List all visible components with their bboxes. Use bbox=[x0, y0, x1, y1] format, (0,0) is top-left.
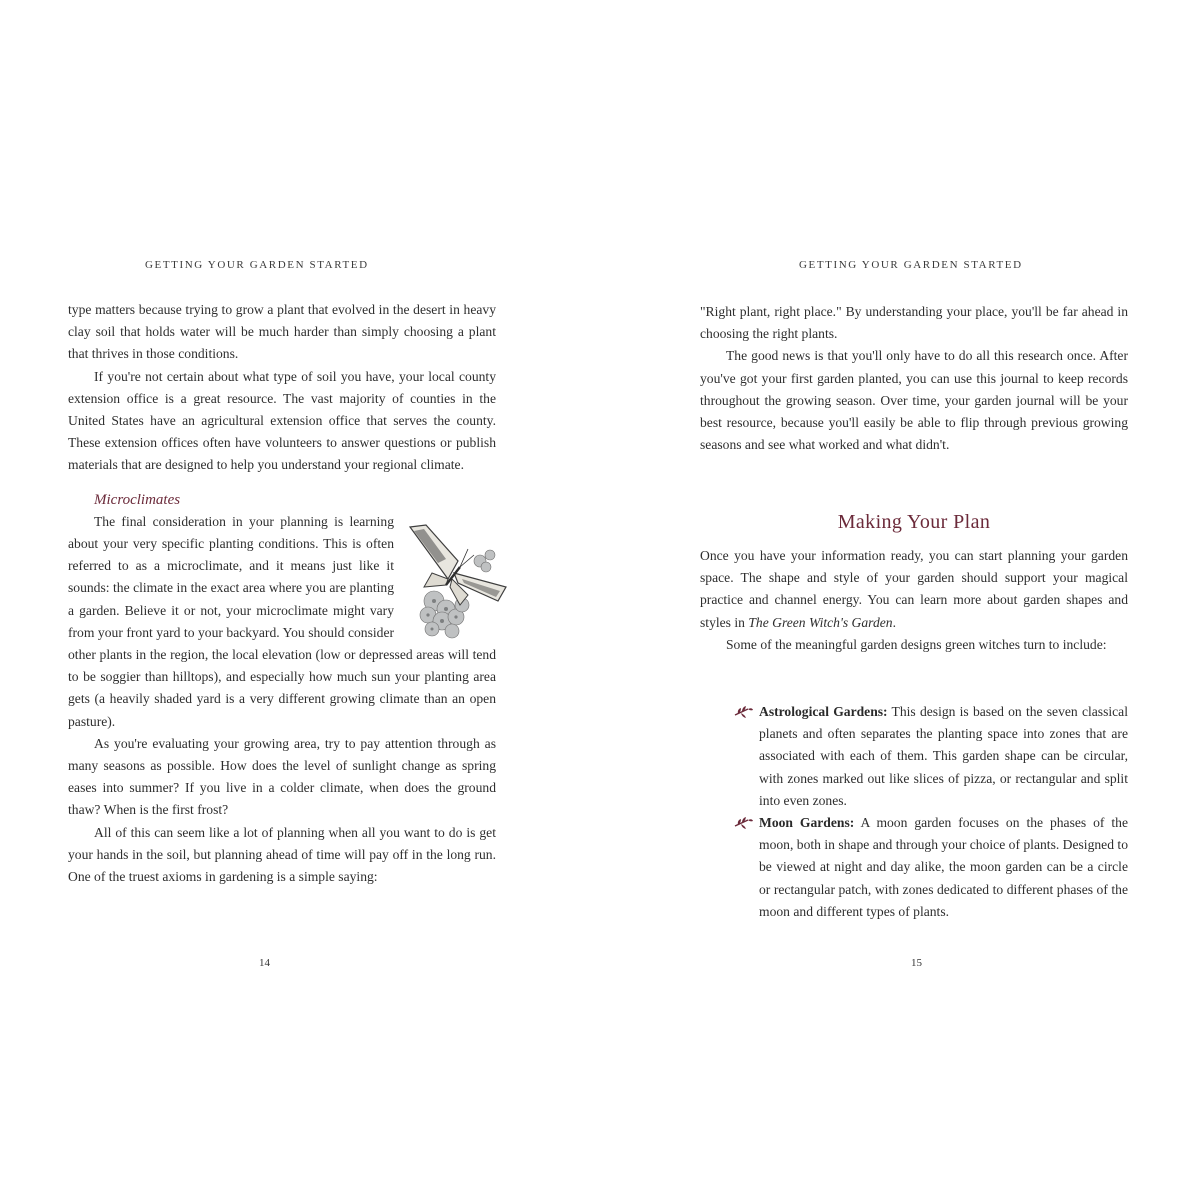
paragraph-text: . bbox=[892, 614, 896, 630]
paragraph bbox=[700, 545, 1128, 634]
running-head: GETTING YOUR GARDEN STARTED bbox=[799, 259, 1023, 271]
page-number: 15 bbox=[911, 957, 922, 969]
list-term: Moon Gardens: bbox=[759, 815, 855, 831]
running-head: GETTING YOUR GARDEN STARTED bbox=[145, 259, 369, 271]
right-page bbox=[600, 0, 1200, 1200]
butterfly-on-flower-illustration bbox=[402, 521, 514, 639]
list-text: This design is based on the seven classical planets and often separates the planting space into zones that are associated with each of them. This garden shape can be circular, with zones marked out like slices of pizza, or rectangular and split into even zones. bbox=[759, 704, 1128, 808]
right-body-text-2 bbox=[700, 545, 1128, 656]
section-heading: Making Your Plan bbox=[837, 511, 991, 533]
garden-design-list bbox=[733, 701, 1128, 923]
list-term: Astrological Gardens: bbox=[759, 704, 888, 719]
leaf-sprig-bullet-icon bbox=[733, 701, 755, 723]
leaf-sprig-bullet-icon bbox=[733, 812, 755, 834]
paragraph: "Right plant, right place." By understanding your place, you'll be far ahead in choosing the right plants. bbox=[700, 304, 1128, 342]
subheading-microclimates: Microclimates bbox=[94, 491, 181, 508]
left-body-text bbox=[68, 299, 496, 888]
list-item bbox=[733, 701, 1128, 812]
paragraph-text: The final consideration in your planning is learning about your very specific planting conditions. This is often referred to as a microclimate, and it means just like it sounds: the climate in the exact area where you are planting a garden. Believe it or not, your microclimate might vary from your front yard to your backyard. You should consider other plants in the region, the local elevation (low or depressed areas will tend to be soggier than hilltops), and especially how much sun your planting area gets (a heavily shaded yard is a very different growing climate than an open pasture). bbox=[68, 513, 496, 729]
paragraph-text: Once you have your information ready, you can start planning your garden space. The shape and style of your garden should support your magical practice and channel energy. You can learn more about garden shapes and styles in bbox=[700, 548, 1128, 630]
paragraph: Some of the meaningful garden designs green witches turn to include: bbox=[726, 636, 1107, 652]
paragraph: type matters because trying to grow a plant that evolved in the desert in heavy clay soil that holds water will be much harder than simply choosing a plant that thrives in those conditions. bbox=[68, 302, 496, 362]
paragraph: The good news is that you'll only have to do all this research once. After you've got your first garden planted, you can use this journal to keep records throughout the growing season. Over time, your garden journal will be your best resource, because you'll easily be able to flip through previous growing seasons and see what worked and what didn't. bbox=[700, 348, 1128, 453]
list-item bbox=[733, 812, 1128, 923]
paragraph: If you're not certain about what type of soil you have, your local county extension office is a great resource. The vast majority of counties in the United States have an agricultural extension office that serves the county. These extension offices often have volunteers to answer questions or publish materials that are designed to help you understand your regional climate. bbox=[68, 368, 496, 473]
list-text: A moon garden focuses on the phases of the moon, both in shape and through your choice of plants. Designed to be viewed at night and day alike, the moon garden can be a circle or rectangular patch, with zones dedicated to different phases of the moon and different types of plants. bbox=[759, 815, 1128, 919]
paragraph: All of this can seem like a lot of planning when all you want to do is get your hands in the soil, but planning ahead of time will pay off in the long run. One of the truest axioms in gardening is a simple saying: bbox=[68, 824, 496, 885]
right-body-text bbox=[700, 301, 1128, 456]
paragraph: As you're evaluating your growing area, try to pay attention through as many seasons as possible. How does the level of sunlight change as spring eases into summer? If you live in a colder climate, when does the ground thaw? When is the first frost? bbox=[68, 735, 496, 818]
page-number: 14 bbox=[259, 957, 270, 969]
paragraph bbox=[68, 511, 496, 733]
book-title: The Green Witch's Garden bbox=[748, 614, 893, 630]
